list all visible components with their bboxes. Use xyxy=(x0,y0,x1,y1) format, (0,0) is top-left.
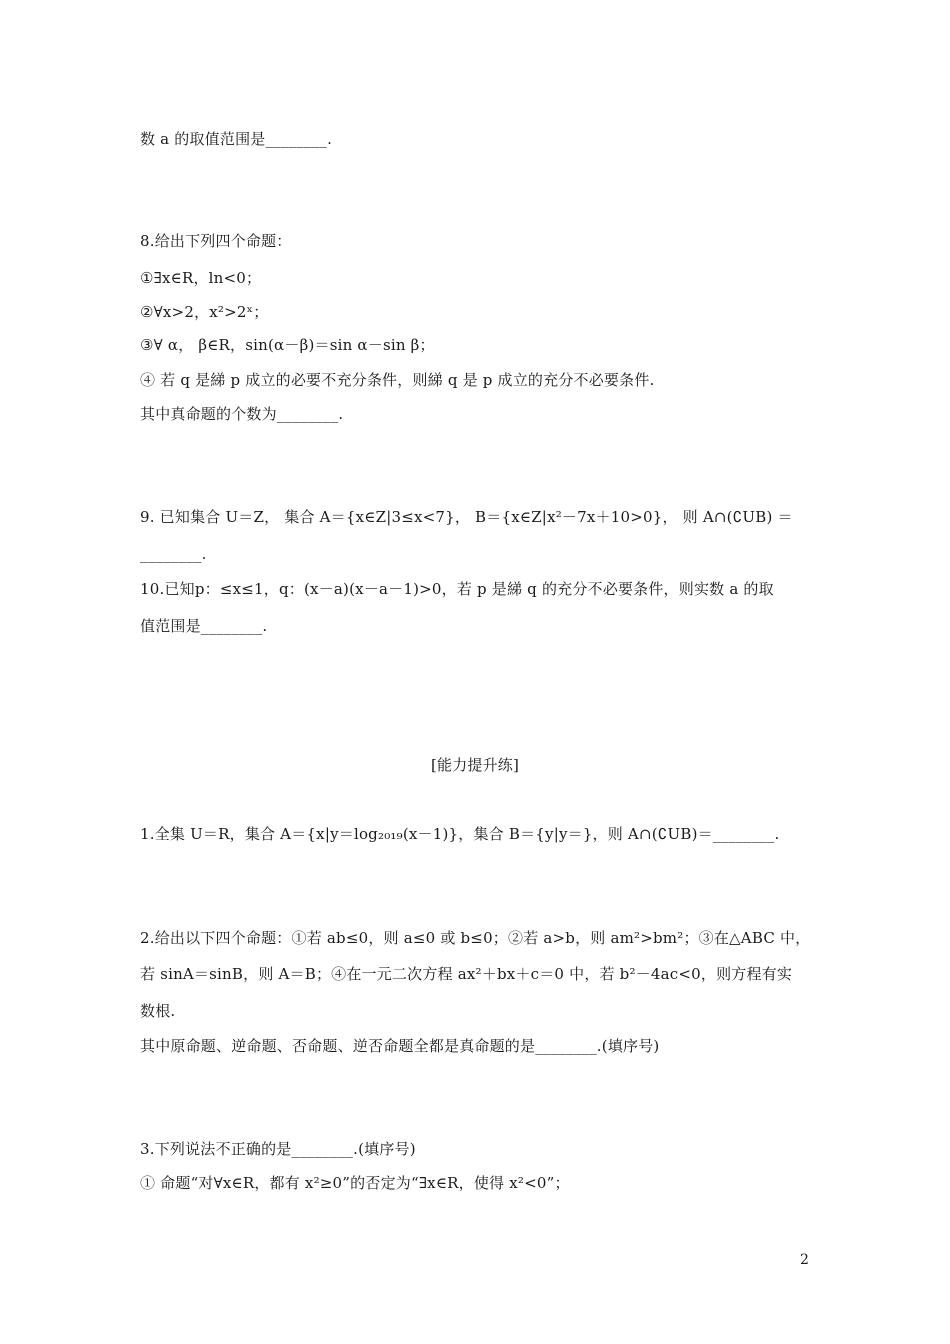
line-adv-q3: 3.下列说法不正确的是________.(填序号) xyxy=(140,1140,416,1158)
line-q8-item1: ①∃x∈R，ln<0； xyxy=(140,269,262,287)
line-q8-item2: ②∀x>2，x²>2ˣ； xyxy=(140,303,269,321)
line-q10: 10.已知p：≤x≤1，q：(x－a)(x－a－1)>0，若 p 是綈 q 的充分不必要条件，则实数 a 的取 xyxy=(140,580,774,598)
line-adv-q2-question: 其中原命题、逆命题、否命题、逆否命题全都是真命题的是________.(填序号) xyxy=(140,1037,660,1055)
line-adv-q1: 1.全集 U＝R，集合 A＝{x|y＝log₂₀₁₉(x－1)}，集合 B＝{y|y＝}，则 A∩(∁UB)＝________. xyxy=(140,825,780,843)
line-q7-tail: 数 a 的取值范围是________. xyxy=(140,130,333,148)
line-q9-blank: ________. xyxy=(140,545,207,563)
line-q10-cont: 值范围是________. xyxy=(140,617,268,635)
line-q8-question: 其中真命题的个数为________. xyxy=(140,405,344,423)
line-q9: 9. 已知集合 U＝Z， 集合 A＝{x∈Z|3≤x<7}， B＝{x∈Z|x²－7x＋10>0}， 则 A∩(∁UB) ＝ xyxy=(140,508,793,526)
page-number: 2 xyxy=(800,1252,809,1268)
line-adv-q2-cont1: 若 sinA＝sinB，则 A＝B；④在一元二次方程 ax²＋bx＋c＝0 中，若 b²－4ac<0，则方程有实 xyxy=(140,965,793,983)
line-adv-q3-item1: ① 命题“对∀x∈R，都有 x²≥0”的否定为“∃x∈R，使得 x²<0”； xyxy=(140,1174,570,1192)
line-q8-title: 8.给出下列四个命题： xyxy=(140,232,292,250)
line-q8-item3: ③∀ α， β∈R，sin(α－β)＝sin α－sin β； xyxy=(140,336,435,354)
line-adv-q2: 2.给出以下四个命题：①若 ab≤0，则 a≤0 或 b≤0；②若 a>b，则 am²>bm²；③在△ABC 中， xyxy=(140,929,811,947)
line-q8-item4: ④ 若 q 是綈 p 成立的必要不充分条件，则綈 q 是 p 成立的充分不必要条件. xyxy=(140,371,655,389)
line-adv-q2-cont2: 数根. xyxy=(140,1002,176,1020)
section-heading: [能力提升练] xyxy=(430,756,520,774)
